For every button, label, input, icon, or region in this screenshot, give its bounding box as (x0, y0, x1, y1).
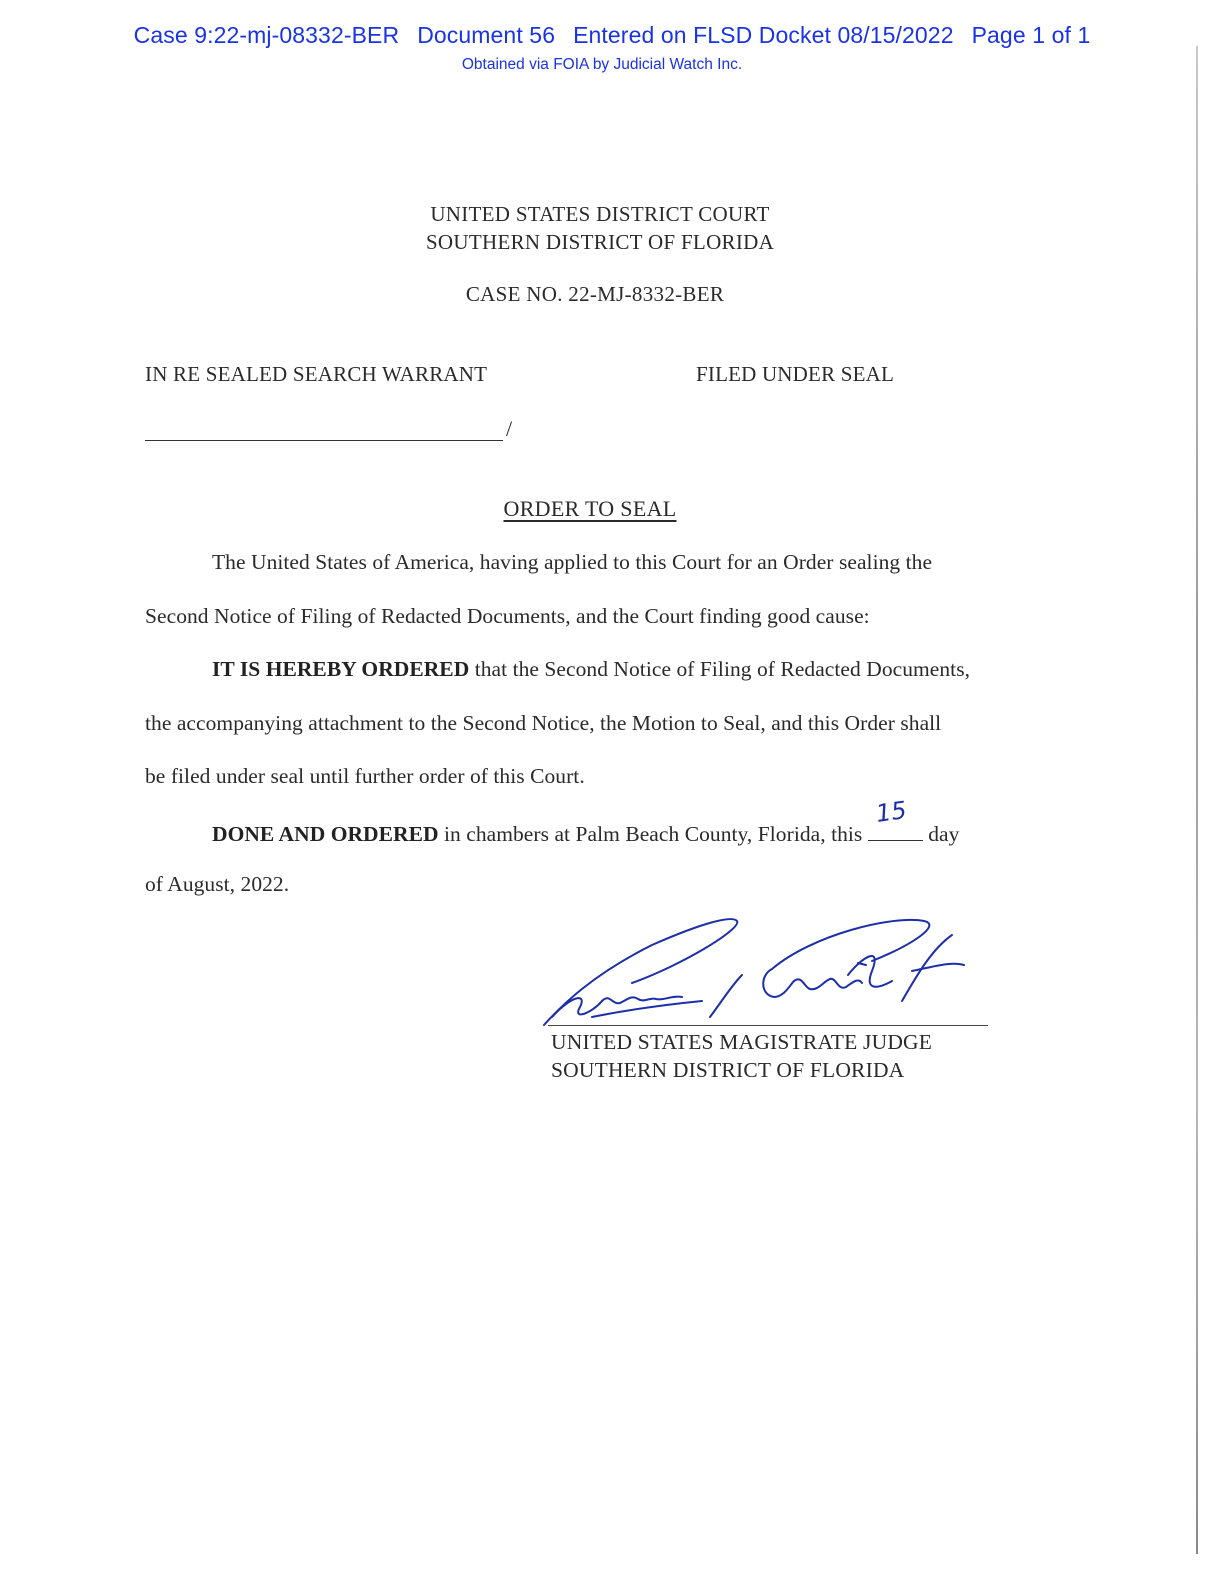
caption-slash: / (506, 416, 513, 441)
done-and-ordered-phrase: DONE AND ORDERED (212, 822, 439, 846)
judge-title-block (551, 1028, 932, 1084)
case-number: CASE NO. 22-MJ-8332-BER (465, 282, 725, 306)
case-number-stamp: Case 9:22-mj-08332-BER (133, 22, 400, 48)
handwritten-day-field (868, 796, 923, 841)
document-number-stamp: Document 56 (417, 22, 556, 48)
paragraph-2-line-1-text: that the Second Notice of Filing of Redacted Documents, (469, 657, 971, 681)
page-count-stamp: Page 1 of 1 (971, 22, 1091, 48)
entered-date-stamp: Entered on FLSD Docket 08/15/2022 (573, 22, 954, 48)
court-heading (0, 200, 1200, 256)
signature-line (548, 1025, 988, 1026)
paragraph-3-line-2: of August, 2022. (145, 872, 290, 896)
docket-header-line (0, 22, 1224, 49)
paragraph-1-line-2: Second Notice of Filing of Redacted Documents, and the Court finding good cause: (145, 604, 870, 628)
ordered-bold-phrase: IT IS HEREBY ORDERED (212, 657, 470, 681)
paragraph-3-line-1 (212, 796, 960, 847)
paragraph-2-line-3: be filed under seal until further order of this Court. (145, 764, 585, 788)
handwritten-day: 15 (873, 796, 909, 828)
foia-source-note: Obtained via FOIA by Judicial Watch Inc. (461, 56, 743, 73)
caption-title: IN RE SEALED SEARCH WARRANT (145, 362, 488, 386)
paragraph-2-line-1 (212, 657, 970, 682)
paragraph-3-line-1-text: in chambers at Palm Beach County, Florida, this (438, 822, 868, 846)
page-edge-shadow (1196, 46, 1198, 1554)
caption-rule (145, 440, 503, 441)
court-name: UNITED STATES DISTRICT COURT (430, 202, 770, 226)
filed-under-seal-label: FILED UNDER SEAL (696, 362, 895, 386)
paragraph-2-line-2: the accompanying attachment to the Second Notice, the Motion to Seal, and this Order shall (145, 711, 942, 735)
paragraph-1-line-1: The United States of America, having applied to this Court for an Order sealing the (212, 550, 933, 574)
judge-district: SOUTHERN DISTRICT OF FLORIDA (551, 1058, 905, 1082)
order-title: ORDER TO SEAL (503, 496, 677, 521)
docket-header (0, 22, 1224, 74)
judge-title: UNITED STATES MAGISTRATE JUDGE (551, 1030, 933, 1054)
judge-signature (532, 905, 992, 1035)
day-suffix: day (922, 822, 960, 846)
court-district: SOUTHERN DISTRICT OF FLORIDA (425, 230, 775, 254)
